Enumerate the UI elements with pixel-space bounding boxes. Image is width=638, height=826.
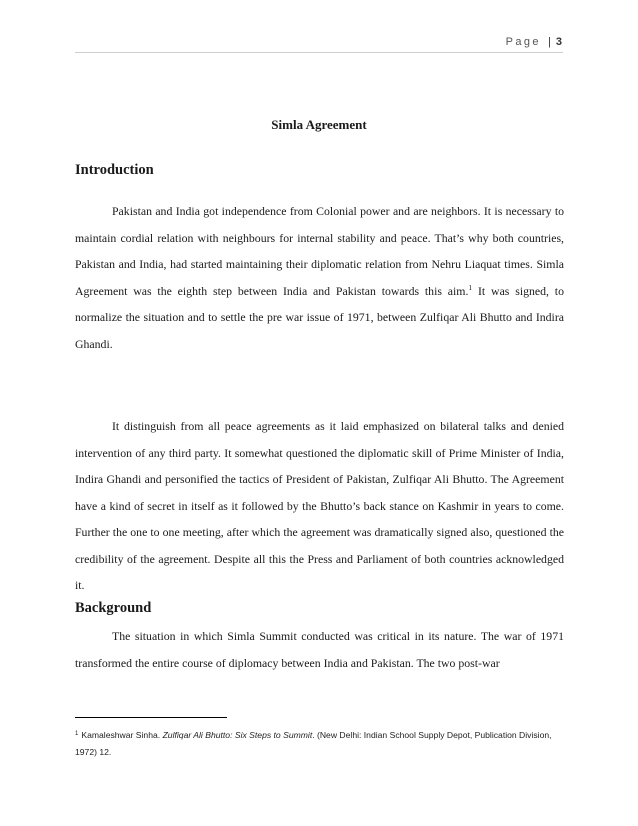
intro-paragraph-1-text-a: Pakistan and India got independence from Colonial power and are neighbors. It is necessary to maintain cordial relation with neighbours for internal stability and peace. That’s why both countries, Pakistan and India, had started maintaining their diplomatic relation from Nehru Liaquat times. Simla Agreement was the eighth step between India and Pakistan towards this aim. — [75, 204, 564, 298]
page-label: Page — [505, 36, 541, 48]
intro-paragraph-2-text: It distinguish from all peace agreements as it laid emphasized on bilateral talks and denied intervention of any third party. It somewhat questioned the diplomatic skill of Prime Minister of India, Indira Ghandi and personified the tactics of President of Pakistan, Zulfiqar Ali Bhutto. The Agreement have a kind of secret in itself as it followed by the Bhutto’s back stance on Kashmir in years to come. Further the one to one meeting, after which the agreement was dramatically signed also, questioned the credibility of the agreement. Despite all this the Press and Parliament of both countries acknowledged it. — [75, 419, 564, 592]
footnote-reference[interactable]: 1 — [468, 282, 473, 292]
footnote-author: Kamaleshwar Sinha. — [81, 730, 161, 740]
intro-paragraph-2 — [75, 413, 564, 599]
heading-background: Background — [75, 600, 152, 616]
intro-paragraph-1 — [75, 198, 564, 357]
footnote-publication: . (New Delhi: Indian School Supply Depot, Publication Division, 1972) 12. — [75, 730, 552, 757]
heading-introduction: Introduction — [75, 162, 154, 178]
page-number: 3 — [555, 36, 562, 48]
footnote — [75, 727, 564, 761]
footnote-number: 1 — [75, 731, 79, 737]
page-header — [506, 36, 562, 48]
background-paragraph-1-text: The situation in which Simla Summit conducted was critical in its nature. The war of 1971 transformed the entire course of diplomacy between India and Pakistan. The two post-war — [75, 629, 564, 670]
document-title: Simla Agreement — [271, 117, 367, 132]
header-divider — [75, 52, 563, 53]
footnote-book-title: Zulfiqar Ali Bhutto: Six Steps to Summit — [162, 730, 313, 740]
background-paragraph-1 — [75, 623, 564, 676]
page-separator: | — [547, 36, 551, 48]
intro-paragraph-1-text-b: It was signed, to normalize the situation and to settle the pre war issue of 1971, between Zulfiqar Ali Bhutto and Indira Ghandi. — [75, 283, 564, 351]
footnote-separator — [75, 717, 227, 718]
